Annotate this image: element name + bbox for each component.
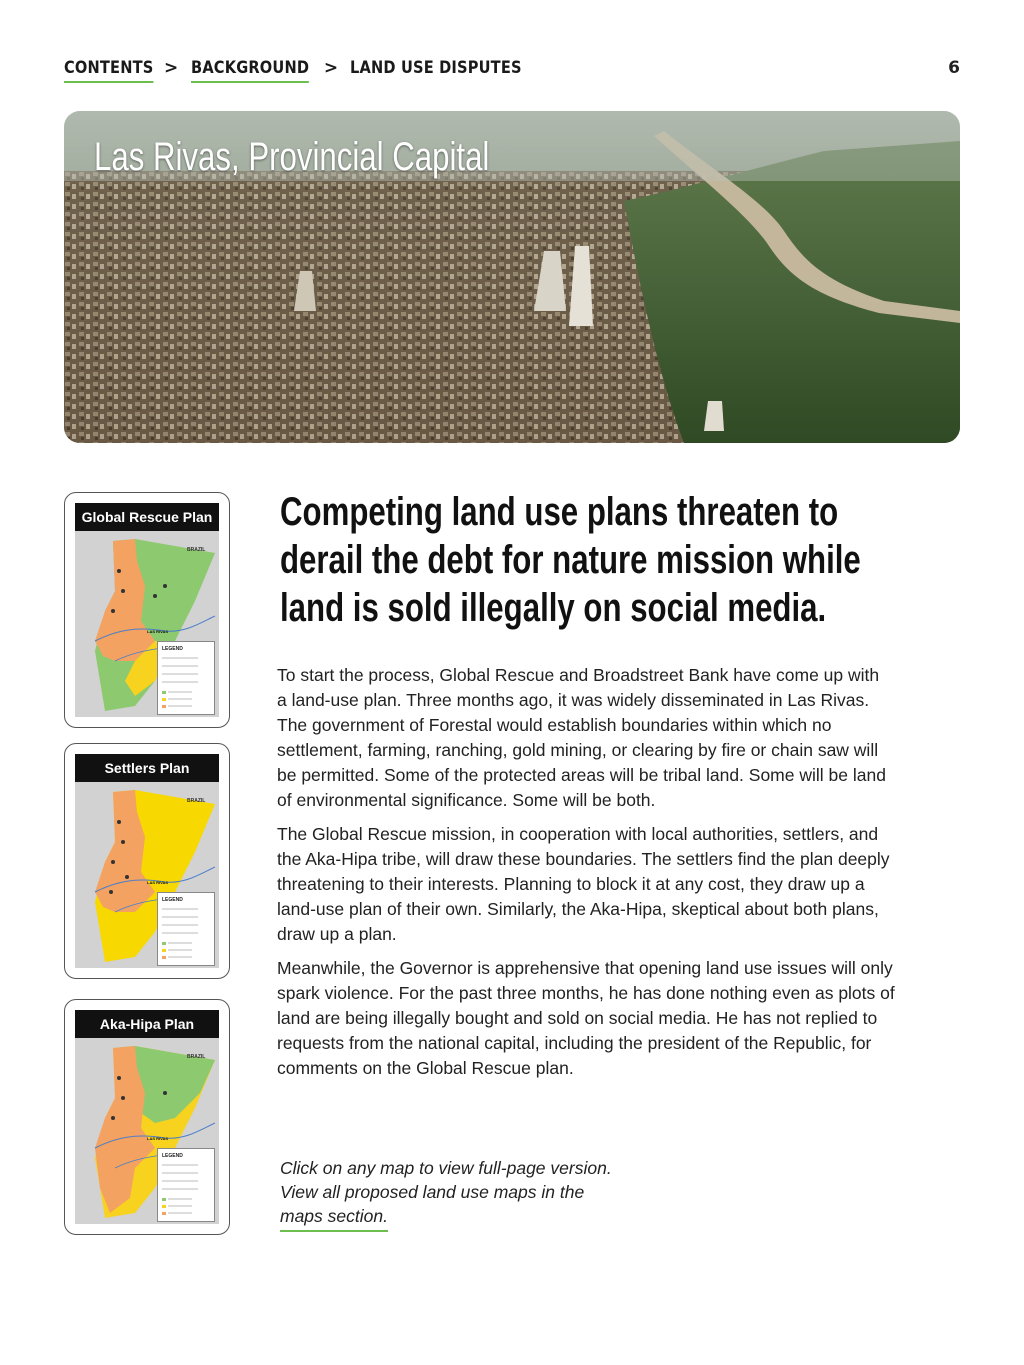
text-line: be permitted. Some of the protected areas will be tribal land. Some will be land: [277, 765, 886, 785]
headline: [280, 488, 861, 632]
body-text: [277, 663, 957, 1090]
text-line: The Global Rescue mission, in cooperation with local authorities, settlers, and: [277, 824, 879, 844]
map-title: Aka-Hipa Plan: [75, 1010, 219, 1038]
headline-line: derail the debt for nature mission while: [280, 538, 861, 582]
map-card-global-rescue[interactable]: [64, 492, 230, 728]
text-line: a land-use plan. Three months ago, it was widely disseminated in Las Rivas.: [277, 690, 870, 710]
breadcrumb-current: LAND USE DISPUTES: [350, 58, 523, 78]
text-line: draw up a plan.: [277, 924, 397, 944]
text-line: threatening to their interests. Planning to block it at any cost, they draw up a: [277, 874, 865, 894]
breadcrumb-separator: >: [164, 58, 179, 78]
map-capital-label: LAS RIVAS: [147, 629, 169, 634]
paragraph: [277, 822, 957, 947]
map-title: Global Rescue Plan: [75, 503, 219, 531]
text-line: To start the process, Global Rescue and Broadstreet Bank have come up with: [277, 665, 880, 685]
headline-line: land is sold illegally on social media.: [280, 586, 827, 630]
note-line: View all proposed land use maps in the: [280, 1182, 585, 1202]
map-country-label: BRAZIL: [187, 1054, 206, 1060]
page-number: 6: [948, 58, 960, 78]
map-card-settlers[interactable]: [64, 743, 230, 979]
hero-title: Las Rivas, Provincial Capital: [94, 135, 490, 179]
map-legend: LEGEND: [157, 1148, 215, 1222]
headline-line: Competing land use plans threaten to: [280, 490, 839, 534]
paragraph: [277, 663, 957, 813]
text-line: the Aka-Hipa tribe, will draw these boundaries. The settlers find the plan deeply: [277, 849, 890, 869]
map-title: Settlers Plan: [75, 754, 219, 782]
text-line: comments on the Global Rescue plan.: [277, 1058, 574, 1078]
breadcrumb-background-link[interactable]: BACKGROUND: [191, 58, 309, 83]
text-line: land-use plan of their own. Similarly, the Aka-Hipa, skeptical about both plans,: [277, 899, 879, 919]
text-line: of environmental significance. Some will be both.: [277, 790, 656, 810]
map-legend: LEGEND: [157, 892, 215, 966]
map-country-label: BRAZIL: [187, 798, 206, 804]
text-line: settlement, farming, ranching, gold mining, or clearing by fire or chain saw will: [277, 740, 879, 760]
breadcrumb-contents-link[interactable]: CONTENTS: [64, 58, 153, 83]
map-country-label: BRAZIL: [187, 547, 206, 553]
note-line: Click on any map to view full-page version.: [280, 1158, 612, 1178]
breadcrumb: [64, 58, 550, 83]
maps-note: [280, 1156, 680, 1232]
map-capital-label: LAS RIVAS: [147, 1136, 169, 1141]
map-card-aka-hipa[interactable]: [64, 999, 230, 1235]
map-thumbnail[interactable]: [75, 754, 219, 968]
map-thumbnail[interactable]: [75, 1010, 219, 1224]
text-line: spark violence. For the past three months, he has done nothing even as plots of: [277, 983, 895, 1003]
top-bar: [64, 58, 960, 88]
map-thumbnail[interactable]: [75, 503, 219, 717]
text-line: Meanwhile, the Governor is apprehensive that opening land use issues will only: [277, 958, 893, 978]
paragraph: [277, 956, 957, 1081]
map-capital-label: LAS RIVAS: [147, 880, 169, 885]
text-line: land are being illegally bought and sold on social media. He has not replied to: [277, 1008, 878, 1028]
text-line: The government of Forestal would establish boundaries within which no: [277, 715, 832, 735]
hero-photo: [64, 111, 960, 443]
breadcrumb-separator: >: [323, 58, 339, 78]
maps-section-link[interactable]: maps section.: [280, 1204, 388, 1232]
map-legend: LEGEND: [157, 641, 215, 715]
text-line: requests from the national capital, including the president of the Republic, for: [277, 1033, 872, 1053]
